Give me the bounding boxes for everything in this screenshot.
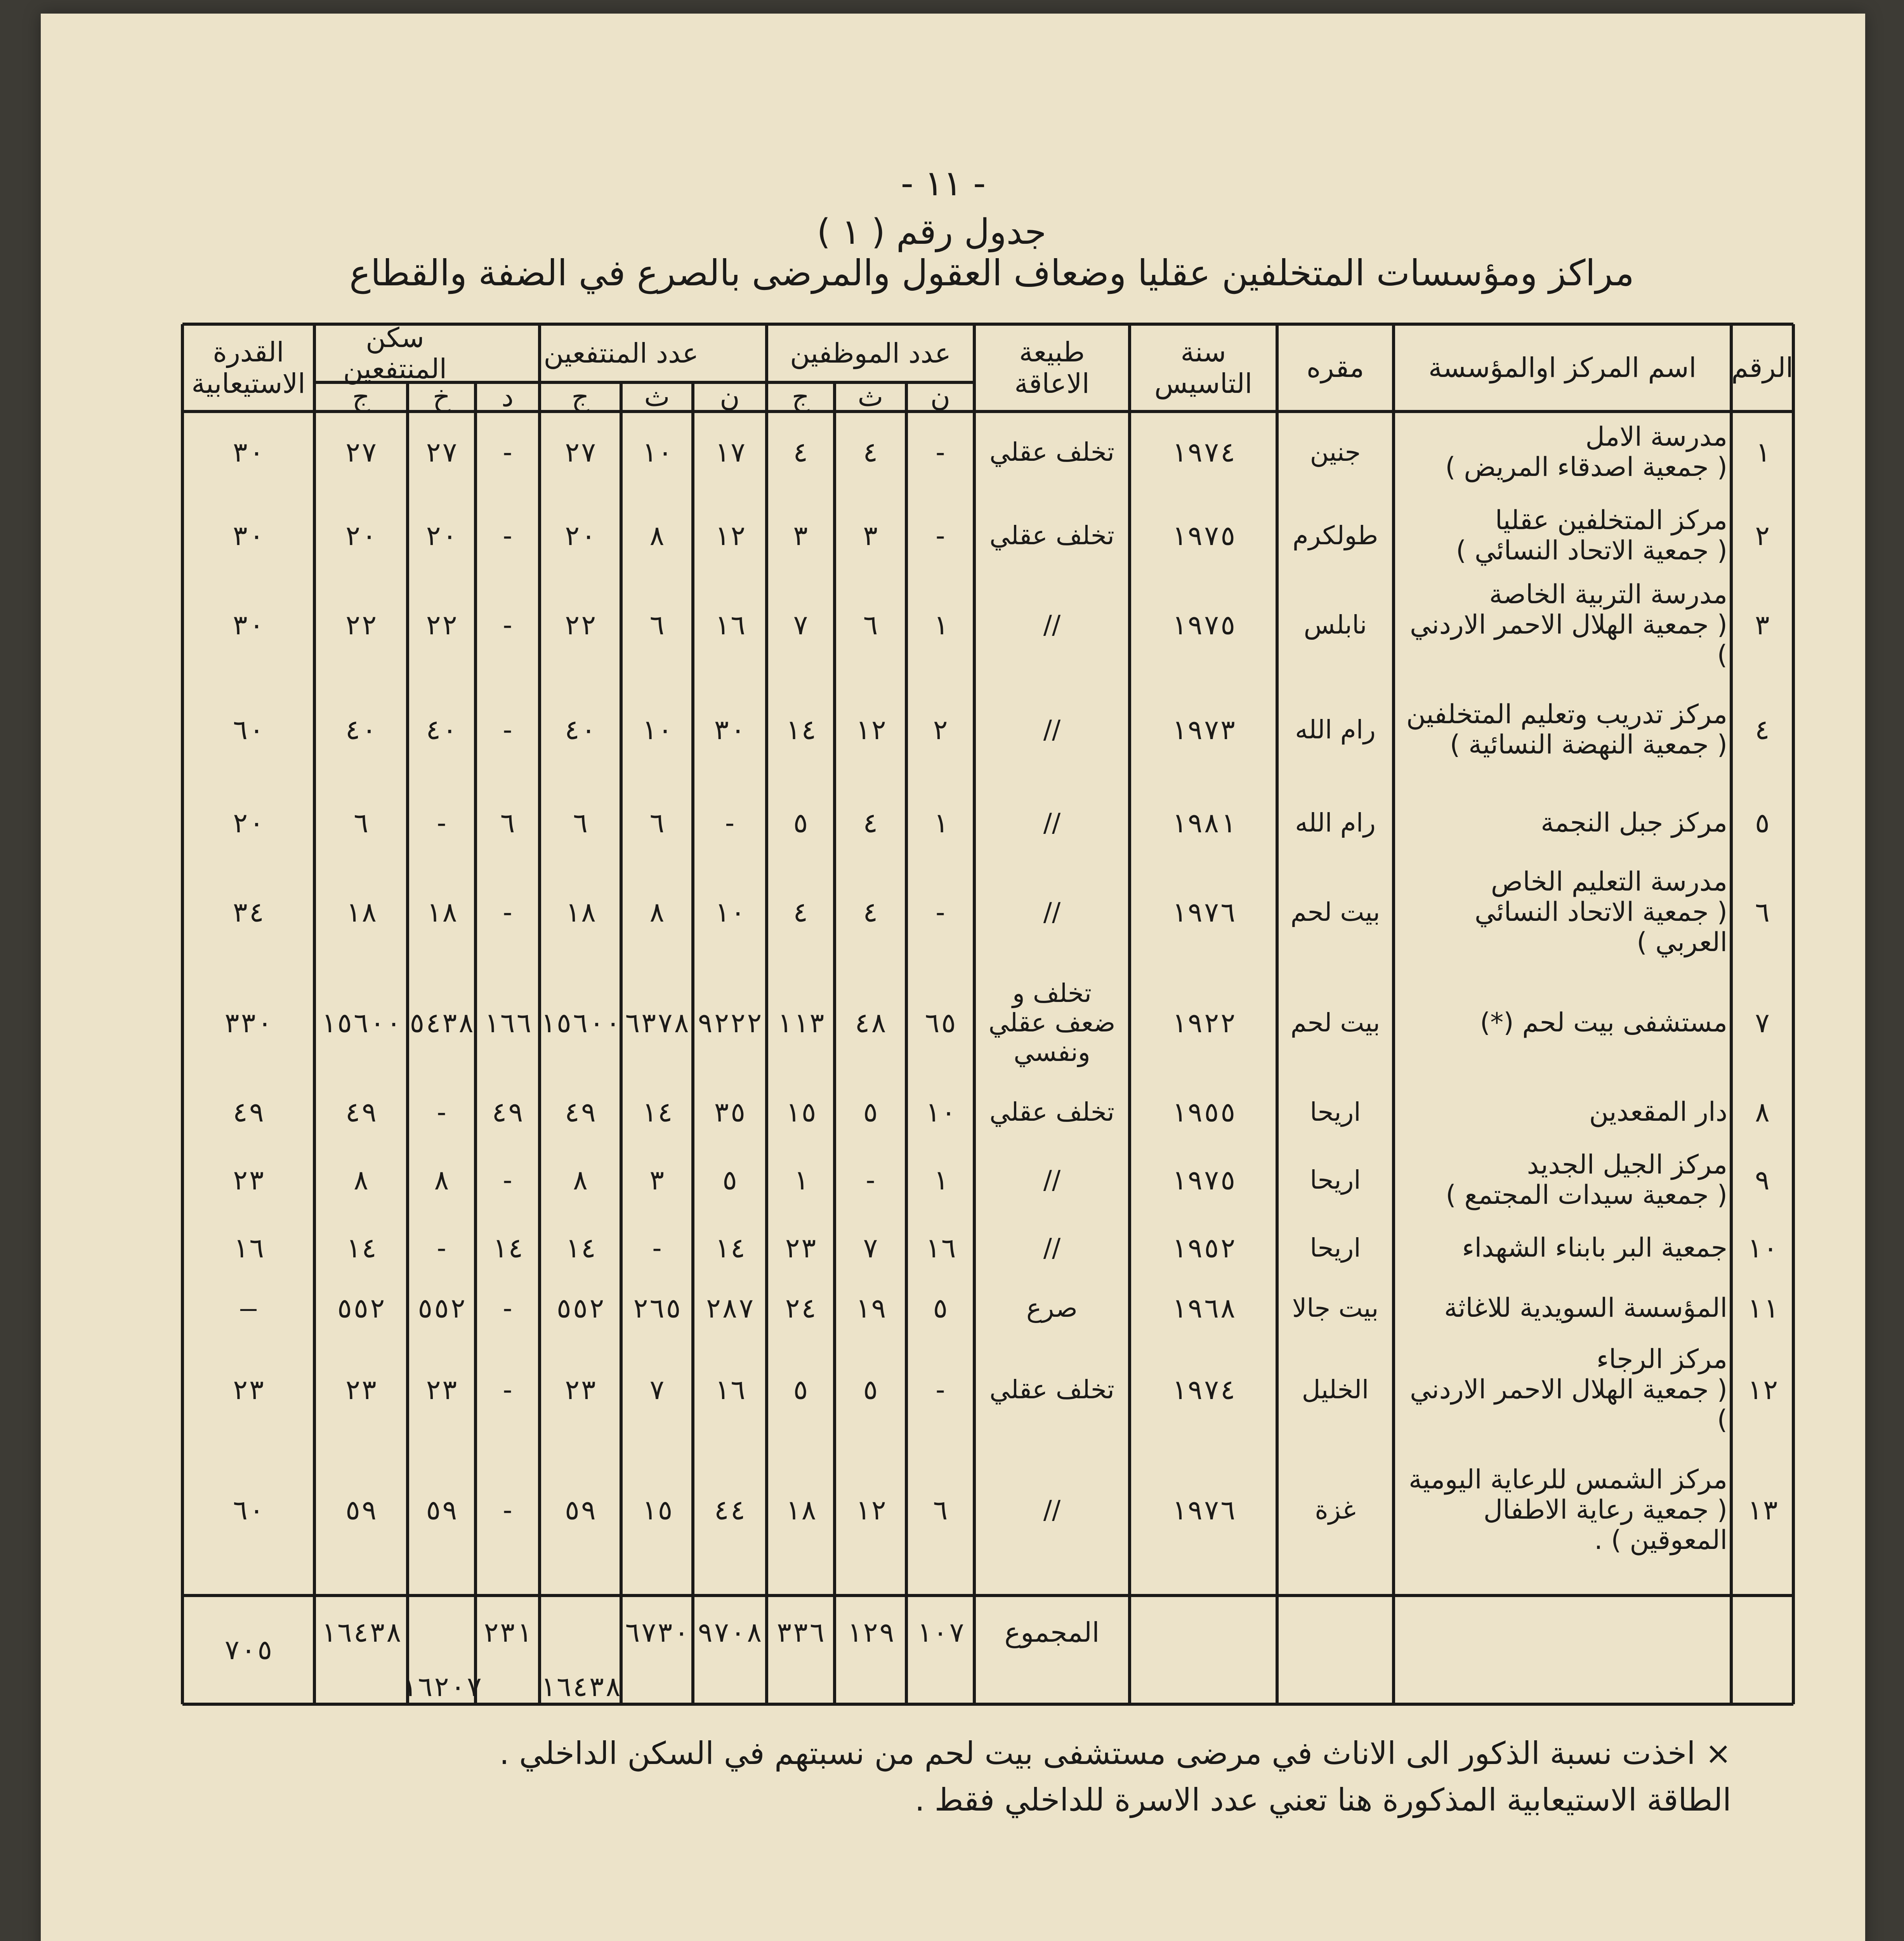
table-cell-r2: ٦: [352, 807, 370, 839]
table-cell-name: المؤسسة السويدية للاغاثة: [1444, 1292, 1727, 1323]
total-capacity: ٧٠٥: [224, 1634, 273, 1666]
table-cell-loc: الخليل: [1302, 1375, 1369, 1405]
table-cell-b3: ١٤: [564, 1232, 597, 1264]
table-cell-b2: ٢٦٥: [632, 1292, 682, 1324]
table-cell-b1: ٤٤: [713, 1494, 746, 1526]
table-cell-s1: ٦: [932, 1494, 949, 1526]
table-cell-b1: ١٦: [713, 609, 746, 641]
table-cell-b4: -: [499, 1292, 516, 1324]
table-cell-no: ١: [1754, 436, 1771, 468]
table-cell-s1: -: [932, 436, 949, 468]
table-cell-s3: ١٨: [784, 1494, 817, 1526]
table-cell-s3: ٧: [792, 609, 809, 641]
table-cell-b4: -: [499, 1494, 516, 1526]
table-cell-b2: ٣: [649, 1164, 665, 1196]
header-founded: سنة التاسيس: [1154, 336, 1253, 399]
table-number: جدول رقم ( ١ ): [817, 212, 1047, 252]
header-number: الرقم: [1731, 352, 1793, 384]
table-cell-r2: ٤٩: [344, 1096, 378, 1128]
header-name: اسم المركز اوالمؤسسة: [1428, 352, 1697, 384]
table-cell-b4: ١٦٦: [483, 1007, 532, 1039]
table-cell-r2: ٥٥٢: [336, 1292, 386, 1324]
table-cell-b2: ١٥: [640, 1494, 673, 1526]
table-title: مراكز ومؤسسات المتخلفين عقليا وضعاف العقول والمرضى بالصرع في الضفة والقطاع: [349, 252, 1634, 294]
table-cell-cap: ٢٣: [232, 1373, 265, 1406]
table-cell-name: مدرسة التربية الخاصة ( جمعية الهلال الاحمر الاردني ): [1410, 579, 1727, 671]
table-cell-s3: ٤: [792, 896, 809, 928]
table-cell-r1: ٢٧: [425, 436, 458, 468]
table-cell-b2: ٧: [649, 1373, 665, 1406]
total-beneficiaries-n: ٩٧٠٨: [697, 1616, 763, 1648]
table-cell-r1: ٥٥٢: [417, 1292, 466, 1324]
table-cell-b4: -: [499, 1164, 516, 1196]
table-cell-b4: -: [499, 436, 516, 468]
table-cell-r1: -: [433, 1232, 450, 1264]
table-cell-r2: ٢٢: [344, 609, 378, 641]
table-cell-r2: ١٥٦٠٠: [320, 1007, 402, 1039]
table-cell-cap: ٦٠: [232, 1494, 265, 1526]
table-cell-year: ١٩٧٦: [1170, 896, 1236, 928]
total-residence-sub: ١٦٢٠٧: [401, 1670, 483, 1703]
total-staff-j: ٣٣٦: [776, 1616, 825, 1648]
table-cell-r2: ٢٣: [344, 1373, 378, 1406]
table-cell-cap: ١٦: [232, 1232, 265, 1264]
table-cell-type: //: [1043, 897, 1061, 927]
table-cell-loc: بيت لحم: [1290, 897, 1380, 927]
table-cell-year: ١٩٧٣: [1170, 714, 1236, 746]
table-cell-s2: ١٢: [854, 1494, 887, 1526]
table-cell-s1: ١: [932, 807, 949, 839]
table-cell-cap: ٤٩: [232, 1096, 265, 1128]
table-cell-s2: ٧: [862, 1232, 879, 1264]
table-cell-b4: -: [499, 609, 516, 641]
table-cell-r2: ٢٧: [344, 436, 378, 468]
table-cell-no: ٣: [1754, 609, 1771, 641]
table-cell-s3: ١: [792, 1164, 809, 1196]
header-capacity: القدرة الاستيعابية: [191, 336, 305, 399]
subheader-beneficiaries-d: د: [501, 381, 514, 413]
table-cell-b1: ٩٢٢٢: [697, 1007, 763, 1039]
total-residence-j: ١٦٤٣٨: [320, 1616, 402, 1648]
table-cell-no: ١٢: [1746, 1373, 1779, 1406]
table-cell-b1: -: [721, 807, 738, 839]
table-cell-s3: ١٥: [784, 1096, 817, 1128]
table-cell-year: ١٩٥٢: [1170, 1232, 1236, 1264]
table-cell-b1: ١٤: [713, 1232, 746, 1264]
total-staff-th: ١٢٩: [846, 1616, 895, 1648]
table-cell-r1: ١٨: [425, 896, 458, 928]
table-cell-name: مدرسة الامل ( جمعية اصدقاء المريض ): [1445, 421, 1727, 483]
table-cell-loc: طولكرم: [1292, 521, 1378, 551]
table-cell-no: ٧: [1754, 1007, 1771, 1039]
table-cell-s3: ٤: [792, 436, 809, 468]
subheader-staff-th: ث: [857, 381, 883, 413]
table-cell-type: تخلف عقلي: [989, 521, 1114, 551]
table-cell-b4: -: [499, 896, 516, 928]
table-cell-name: مركز الرجاء ( جمعية الهلال الاحمر الاردني ): [1410, 1344, 1727, 1436]
table-cell-cap: ٣٠: [232, 609, 265, 641]
table-cell-r1: ٥٩: [425, 1494, 458, 1526]
table-cell-loc: رام الله: [1295, 808, 1376, 838]
table-cell-b4: -: [499, 1373, 516, 1406]
table-cell-b1: ٣٠: [713, 714, 746, 746]
table-cell-s3: ٢٤: [784, 1292, 817, 1324]
table-cell-cap: ٢٣: [232, 1164, 265, 1196]
table-cell-b2: ٨: [649, 519, 665, 552]
table-cell-b4: ٦: [499, 807, 516, 839]
header-beneficiaries: عدد المنتفعين: [543, 337, 699, 369]
table-cell-b3: ١٨: [564, 896, 597, 928]
table-cell-year: ١٩٦٨: [1170, 1292, 1236, 1324]
table-cell-b3: ٥٩: [564, 1494, 597, 1526]
table-cell-s2: ٤٨: [854, 1007, 887, 1039]
table-cell-s1: ١٠: [924, 1096, 957, 1128]
table-cell-name: مستشفى بيت لحم (*): [1480, 1007, 1727, 1038]
table-cell-loc: اريحا: [1310, 1165, 1361, 1195]
table-cell-r2: ٢٠: [344, 519, 378, 552]
table-cell-b2: ١٤: [640, 1096, 673, 1128]
table-cell-year: ١٩٧٥: [1170, 1164, 1236, 1196]
table-cell-b1: ١٦: [713, 1373, 746, 1406]
table-cell-s2: ٤: [862, 807, 879, 839]
table-cell-b3: ٢٠: [564, 519, 597, 552]
table-cell-s3: ٥: [792, 1373, 809, 1406]
table-cell-s1: ٦٥: [924, 1007, 957, 1039]
header-staff: عدد الموظفين: [790, 337, 951, 369]
table-cell-s1: -: [932, 1373, 949, 1406]
table-cell-s1: -: [932, 896, 949, 928]
table-cell-name: دار المقعدين: [1589, 1096, 1727, 1127]
table-cell-b1: ٢٨٧: [705, 1292, 755, 1324]
total-beneficiaries-sub: ١٦٤٣٨: [539, 1670, 621, 1703]
subheader-staff-n: ن: [930, 381, 951, 413]
subheader-beneficiaries-n: ن: [720, 381, 740, 413]
table-cell-s2: ١٢: [854, 714, 887, 746]
table-cell-r1: ٥٤٣٨: [409, 1007, 474, 1039]
subheader-staff-j: ج: [791, 381, 810, 413]
table-cell-r1: -: [433, 1096, 450, 1128]
table-cell-s3: ٥: [792, 807, 809, 839]
table-cell-cap: —: [240, 1292, 257, 1324]
table-cell-type: تخلف عقلي: [989, 1375, 1114, 1405]
table-cell-no: ١٣: [1746, 1494, 1779, 1526]
table-cell-type: //: [1043, 610, 1061, 640]
header-location: مقره: [1306, 352, 1364, 384]
table-cell-b1: ١٢: [713, 519, 746, 552]
table-cell-b2: ١٠: [640, 714, 673, 746]
table-cell-year: ١٩٥٥: [1170, 1096, 1236, 1128]
table-cell-type: تخلف و ضعف عقلي ونفسي: [988, 978, 1116, 1067]
table-cell-cap: ٢٠: [232, 807, 265, 839]
header-residence: سكن المنتفعين: [343, 321, 447, 385]
table-cell-s2: -: [862, 1164, 879, 1196]
table-cell-name: جمعية البر بابناء الشهداء: [1462, 1232, 1727, 1263]
table-cell-s2: ٤: [862, 436, 879, 468]
table-cell-cap: ٣٣٠: [224, 1007, 273, 1039]
table-cell-r2: ١٤: [344, 1232, 378, 1264]
subheader-beneficiaries-j: ج: [571, 381, 589, 413]
table-cell-b2: ٨: [649, 896, 665, 928]
table-cell-loc: نابلس: [1303, 610, 1367, 640]
table-cell-r1: ٢٢: [425, 609, 458, 641]
table-cell-b2: ٦٣٧٨: [624, 1007, 690, 1039]
table-cell-b4: ١٤: [491, 1232, 524, 1264]
table-cell-loc: اريحا: [1310, 1097, 1361, 1127]
table-cell-type: تخلف عقلي: [989, 1097, 1114, 1127]
table-cell-s2: ٥: [862, 1096, 879, 1128]
table-cell-r2: ١٨: [344, 896, 378, 928]
table-cell-loc: غزة: [1315, 1495, 1356, 1525]
table-cell-cap: ٣٠: [232, 436, 265, 468]
table-cell-name: مدرسة التعليم الخاص ( جمعية الاتحاد النسائي العربي ): [1474, 866, 1727, 958]
table-cell-name: مركز جبل النجمة: [1541, 807, 1727, 838]
table-cell-b1: ٥: [721, 1164, 738, 1196]
table-cell-b3: ٢٣: [564, 1373, 597, 1406]
table-cell-r2: ٨: [352, 1164, 370, 1196]
table-cell-no: ٥: [1754, 807, 1771, 839]
table-cell-s1: ١٦: [924, 1232, 957, 1264]
table-cell-b4: -: [499, 714, 516, 746]
table-cell-no: ١٠: [1746, 1232, 1779, 1264]
table-cell-no: ٩: [1754, 1164, 1771, 1196]
subheader-residence-j: ج: [352, 381, 370, 413]
table-cell-b1: ١٠: [713, 896, 746, 928]
table-cell-r1: -: [433, 807, 450, 839]
table-cell-type: //: [1043, 1233, 1061, 1263]
table-cell-cap: ٦٠: [232, 714, 265, 746]
subheader-residence-kh: خ: [432, 381, 451, 413]
table-cell-loc: اريحا: [1310, 1233, 1361, 1263]
table-cell-r1: ٢٠: [425, 519, 458, 552]
table-cell-r1: ٤٠: [425, 714, 458, 746]
table-cell-b3: ١٥٦٠٠: [539, 1007, 621, 1039]
table-cell-s2: ٦: [862, 609, 879, 641]
table-cell-s3: ٢٣: [784, 1232, 817, 1264]
table-cell-type: //: [1043, 715, 1061, 745]
table-cell-b2: -: [649, 1232, 665, 1264]
table-cell-year: ١٩٧٤: [1170, 436, 1236, 468]
table-cell-type: //: [1043, 808, 1061, 838]
table-cell-s1: -: [932, 519, 949, 552]
table-cell-s2: ٤: [862, 896, 879, 928]
page-number: - ١١ -: [901, 163, 986, 204]
table-cell-s3: ١٤: [784, 714, 817, 746]
table-cell-cap: ٣٠: [232, 519, 265, 552]
table-cell-loc: بيت لحم: [1290, 1008, 1380, 1038]
table-cell-b3: ٤٠: [564, 714, 597, 746]
table-cell-no: ٨: [1754, 1096, 1771, 1128]
table-cell-name: مركز المتخلفين عقليا ( جمعية الاتحاد النسائي ): [1456, 505, 1727, 566]
table-cell-type: //: [1043, 1495, 1061, 1525]
table-cell-r2: ٥٩: [344, 1494, 378, 1526]
table-cell-name: مركز الشمس للرعاية اليومية ( جمعية رعاية الاطفال المعوقين ) .: [1408, 1464, 1727, 1556]
table-cell-type: تخلف عقلي: [989, 437, 1114, 467]
table-cell-s1: ١: [932, 609, 949, 641]
table-cell-loc: رام الله: [1295, 715, 1376, 745]
table-cell-loc: بيت جالا: [1292, 1293, 1379, 1323]
table-cell-b2: ٦: [649, 807, 665, 839]
table-cell-b3: ٦: [572, 807, 589, 839]
table-cell-b4: ٤٩: [491, 1096, 524, 1128]
table-cell-year: ١٩٧٥: [1170, 609, 1236, 641]
table-cell-s3: ١١٣: [776, 1007, 825, 1039]
table-cell-r1: ٨: [433, 1164, 450, 1196]
table-cell-no: ٤: [1754, 714, 1771, 746]
table-cell-b3: ٨: [572, 1164, 589, 1196]
table-cell-type: صرع: [1026, 1293, 1078, 1323]
table-cell-name: مركز تدريب وتعليم المتخلفين ( جمعية النهضة النسائية ): [1406, 699, 1727, 760]
total-staff-n: ١٠٧: [916, 1616, 965, 1648]
total-beneficiaries-th: ٦٧٣٠: [624, 1616, 690, 1648]
total-label: المجموع: [1004, 1616, 1100, 1648]
table-cell-s2: ١٩: [854, 1292, 887, 1324]
footnote-1: × اخذت نسبة الذكور الى الاناث في مرضى مستشفى بيت لحم من نسبتهم في السكن الداخلي .: [499, 1735, 1731, 1771]
table-cell-b3: ٢٧: [564, 436, 597, 468]
table-cell-year: ١٩٧٥: [1170, 519, 1236, 552]
table-cell-name: مركز الجيل الجديد ( جمعية سيدات المجتمع ): [1446, 1149, 1727, 1210]
table-cell-year: ١٩٢٢: [1170, 1007, 1236, 1039]
table-cell-year: ١٩٧٦: [1170, 1494, 1236, 1526]
table-cell-b4: -: [499, 519, 516, 552]
table-cell-no: ٦: [1754, 896, 1771, 928]
table-cell-s1: ٥: [932, 1292, 949, 1324]
table-cell-b3: ٢٢: [564, 609, 597, 641]
table-cell-b1: ١٧: [713, 436, 746, 468]
table-cell-b3: ٤٩: [564, 1096, 597, 1128]
subheader-beneficiaries-th: ث: [644, 381, 670, 413]
table-cell-no: ٢: [1754, 519, 1771, 552]
table-cell-s1: ٢: [932, 714, 949, 746]
table-cell-loc: جنين: [1310, 437, 1361, 467]
table-cell-b2: ٦: [649, 609, 665, 641]
table-cell-b2: ١٠: [640, 436, 673, 468]
header-disability: طبيعة الاعاقة: [1014, 336, 1090, 399]
table-cell-s3: ٣: [792, 519, 809, 552]
table-cell-s2: ٥: [862, 1373, 879, 1406]
table-cell-b3: ٥٥٢: [555, 1292, 605, 1324]
table-cell-s2: ٣: [862, 519, 879, 552]
table-cell-s1: ١: [932, 1164, 949, 1196]
table-cell-year: ١٩٧٤: [1170, 1373, 1236, 1406]
table-cell-type: //: [1043, 1165, 1061, 1195]
table-cell-r2: ٤٠: [344, 714, 378, 746]
table-cell-year: ١٩٨١: [1170, 807, 1236, 839]
table-cell-no: ١١: [1746, 1292, 1779, 1324]
table-cell-b1: ٣٥: [713, 1096, 746, 1128]
table-cell-cap: ٣٤: [232, 896, 265, 928]
footnote-2: الطاقة الاستيعابية المذكورة هنا تعني عدد الاسرة للداخلي فقط .: [915, 1782, 1731, 1818]
total-beneficiaries-d: ٢٣١: [483, 1616, 532, 1648]
table-cell-r1: ٢٣: [425, 1373, 458, 1406]
